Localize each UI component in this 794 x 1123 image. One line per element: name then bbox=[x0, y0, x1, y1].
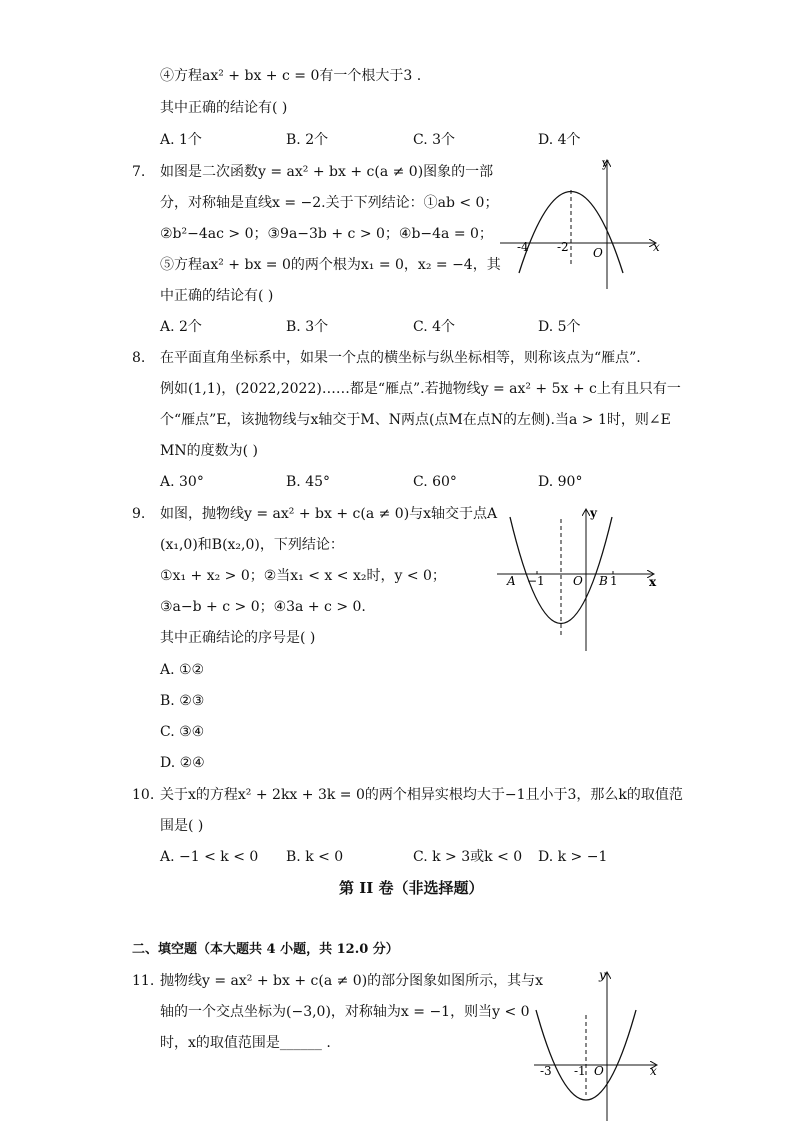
y-label: y bbox=[599, 968, 606, 982]
q10-option-b[interactable]: B. k < 0 bbox=[286, 849, 344, 865]
q9-option-b[interactable]: B. ②③ bbox=[160, 693, 205, 709]
q6-option-b[interactable]: B. 2个 bbox=[286, 132, 329, 148]
y-label: y bbox=[602, 156, 609, 170]
q10-option-d[interactable]: D. k > −1 bbox=[538, 849, 608, 865]
section2-header: 二、填空题（本大题共 4 小题，共 12.0 分） bbox=[132, 942, 399, 957]
q11-line: 抛物线y = ax² + bx + c(a ≠ 0)的部分图象如图所示，其与x bbox=[160, 973, 544, 989]
q7-parabola-figure bbox=[495, 155, 665, 295]
q8-line: MN的度数为( ) bbox=[160, 443, 258, 459]
origin-label: O bbox=[594, 1064, 604, 1078]
q10-line: 关于x的方程x² + 2kx + 3k = 0的两个相异实根均大于−1且小于3，那么k的取值范 bbox=[160, 787, 683, 803]
q7-line: ⑤方程ax² + bx = 0的两个根为x₁ = 0，x₂ = −4，其 bbox=[160, 257, 501, 273]
q9-option-a[interactable]: A. ①② bbox=[160, 662, 205, 678]
tick-label: 1 bbox=[610, 574, 618, 588]
q9-option-c[interactable]: C. ③④ bbox=[160, 724, 205, 740]
q7-line: 分，对称轴是直线x = −2.关于下列结论：①ab < 0； bbox=[160, 195, 499, 211]
x-label: x bbox=[649, 575, 657, 589]
q9-line: 其中正确结论的序号是( ) bbox=[160, 630, 316, 646]
q7-option-a[interactable]: A. 2个 bbox=[160, 319, 202, 335]
q8-number: 8. bbox=[132, 350, 146, 366]
q9-option-d[interactable]: D. ②④ bbox=[160, 755, 205, 771]
q11-line: 时，x的取值范围是______ . bbox=[160, 1035, 331, 1051]
q10-line: 围是( ) bbox=[160, 818, 204, 834]
q8-option-d[interactable]: D. 90° bbox=[538, 474, 583, 490]
q6-prompt: 其中正确的结论有( ) bbox=[160, 100, 288, 116]
origin-label: O bbox=[573, 574, 583, 588]
x-label: x bbox=[653, 240, 660, 254]
q9-line: ③a−b + c > 0；④3a + c > 0. bbox=[160, 599, 366, 615]
q7-line: ②b²−4ac > 0；③9a−3b + c > 0；④b−4a = 0； bbox=[160, 226, 493, 242]
q6-item4: ④方程ax² + bx + c = 0有一个根大于3 . bbox=[160, 68, 422, 84]
q9-line: 如图，抛物线y = ax² + bx + c(a ≠ 0)与x轴交于点A bbox=[160, 506, 498, 522]
tick-label: −1 bbox=[527, 574, 545, 588]
q9-parabola-figure bbox=[493, 505, 663, 655]
x-label: x bbox=[650, 1064, 657, 1078]
q8-line: 在平面直角坐标系中，如果一个点的横坐标与纵坐标相等，则称该点为“雁点”. bbox=[160, 350, 641, 366]
q8-option-a[interactable]: A. 30° bbox=[160, 474, 204, 490]
tick-label: -3 bbox=[540, 1064, 552, 1078]
part2-title: 第 II 卷（非选择题） bbox=[339, 879, 484, 897]
q6-option-d[interactable]: D. 4个 bbox=[538, 132, 581, 148]
q9-line: ①x₁ + x₂ > 0；②当x₁ < x < x₂时，y < 0； bbox=[160, 568, 446, 584]
q10-option-a[interactable]: A. −1 < k < 0 bbox=[160, 849, 259, 865]
q7-option-d[interactable]: D. 5个 bbox=[538, 319, 581, 335]
q9-line: (x₁,0)和B(x₂,0)，下列结论： bbox=[160, 537, 344, 553]
q11-number: 11. bbox=[132, 973, 155, 989]
tick-label: -1 bbox=[574, 1064, 586, 1078]
q6-option-c[interactable]: C. 3个 bbox=[413, 132, 456, 148]
q10-option-c[interactable]: C. k > 3或k < 0 bbox=[413, 849, 523, 865]
q11-line: 轴的一个交点坐标为(−3,0)，对称轴为x = −1，则当y < 0 bbox=[160, 1004, 530, 1020]
q7-line: 中正确的结论有( ) bbox=[160, 288, 274, 304]
q7-line: 如图是二次函数y = ax² + bx + c(a ≠ 0)图象的一部 bbox=[160, 164, 494, 180]
y-label: y bbox=[590, 506, 597, 520]
q8-option-b[interactable]: B. 45° bbox=[286, 474, 331, 490]
q9-number: 9. bbox=[132, 506, 146, 522]
q11-parabola-figure bbox=[530, 965, 665, 1123]
q7-option-b[interactable]: B. 3个 bbox=[286, 319, 329, 335]
point-b-label: B bbox=[599, 574, 608, 588]
tick-label: -2 bbox=[557, 240, 569, 254]
q8-line: 例如(1,1)，(2022,2022)……都是“雁点”.若抛物线y = ax² + 5x + c上有且只有一 bbox=[160, 381, 681, 397]
q8-line: 个“雁点”E，该抛物线与x轴交于M、N两点(点M在点N的左侧).当a > 1时，则∠E bbox=[160, 412, 671, 428]
q8-option-c[interactable]: C. 60° bbox=[413, 474, 457, 490]
origin-label: O bbox=[593, 246, 603, 260]
q7-option-c[interactable]: C. 4个 bbox=[413, 319, 456, 335]
q6-option-a[interactable]: A. 1个 bbox=[160, 132, 202, 148]
point-a-label: A bbox=[507, 574, 516, 588]
q7-number: 7. bbox=[132, 164, 146, 180]
tick-label: -4 bbox=[517, 240, 529, 254]
q10-number: 10. bbox=[132, 787, 155, 803]
